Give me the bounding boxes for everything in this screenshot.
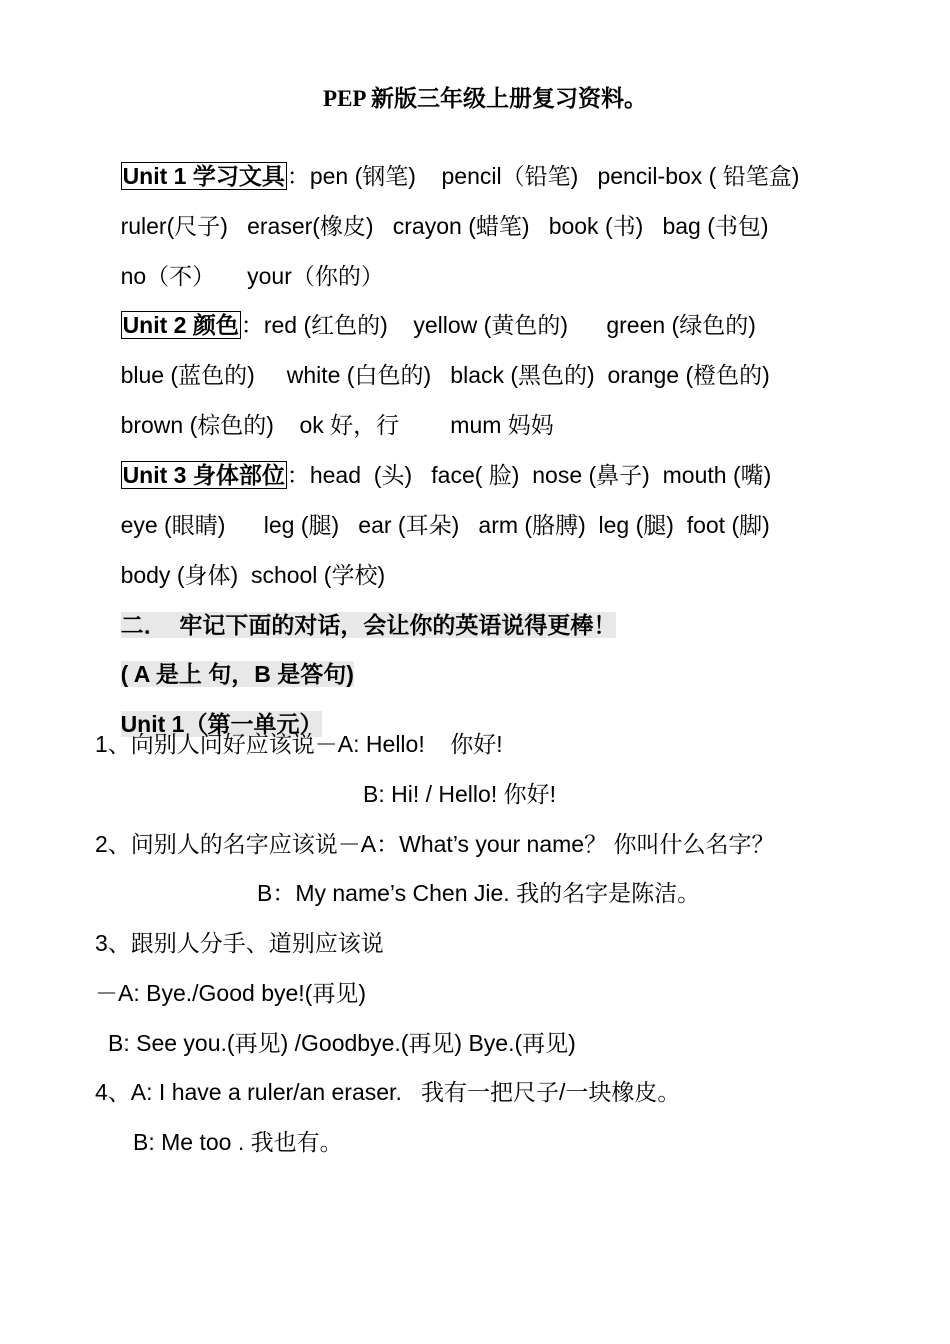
- dialogue-4a: 4、A: I have a ruler/an eraser. 我有一把尺子/一块橡皮。: [95, 1079, 681, 1105]
- vocab-item: crayon (蜡笔): [392, 213, 530, 239]
- vocab-item: mum 妈妈: [450, 412, 554, 438]
- vocab-item: face( 脸): [431, 462, 520, 488]
- vocab-item: red (红色的): [263, 312, 388, 338]
- vocab-item: white (白色的): [286, 362, 432, 388]
- vocab-item: yellow (黄色的): [413, 312, 568, 338]
- vocab-item: head (头): [309, 462, 413, 488]
- vocab-item: eye (眼睛): [120, 512, 226, 538]
- vocab-item: book (书): [548, 213, 644, 239]
- section2-heading: 二． 牢记下面的对话，会让你的英语说得更棒！: [120, 612, 617, 638]
- vocab-item: pencil（铅笔): [441, 163, 579, 189]
- vocab-item: nose (鼻子): [532, 462, 650, 488]
- dialogue-2b: B：My name’s Chen Jie. 我的名字是陈洁。: [257, 880, 701, 906]
- vocab-item: bag (书包): [662, 213, 769, 239]
- vocab-item: your（你的）: [247, 263, 384, 289]
- vocab-item: pen (钢笔): [309, 163, 416, 189]
- dialogue-4b: B: Me too . 我也有。: [133, 1129, 343, 1155]
- vocab-item: black (黑色的): [450, 362, 595, 388]
- unit3-label: Unit 3 身体部位: [122, 462, 285, 488]
- section2-note: ( A 是上 句，B 是答句): [120, 661, 354, 687]
- dialogue-1b: B: Hi! / Hello! 你好!: [363, 781, 556, 807]
- dialogue-3a: －A: Bye./Good bye!(再见): [95, 980, 366, 1006]
- unit1-dialogue-heading: Unit 1（第一单元）: [120, 711, 323, 737]
- vocab-item: ear (耳朵): [358, 512, 460, 538]
- vocab-item: no（不）: [120, 263, 216, 289]
- vocab-item: leg (腿): [263, 512, 340, 538]
- vocab-item: ruler(尺子): [120, 213, 228, 239]
- vocab-item: leg (腿): [598, 512, 674, 538]
- vocab-item: orange (橙色的): [607, 362, 770, 388]
- vocab-item: arm (胳膊): [478, 512, 586, 538]
- vocab-item: brown (棕色的): [120, 412, 274, 438]
- dialogue-1a: 1、向别人问好应该说－A: Hello! 你好!: [95, 731, 503, 757]
- vocab-item: pencil-box ( 铅笔盒): [597, 163, 800, 189]
- unit2-row1: Unit 2 颜色：red (红色的) yellow (黄色的) green (绿色的): [122, 312, 756, 338]
- unit2-label: Unit 2 颜色: [122, 312, 239, 338]
- dialogue-3: 3、跟别人分手、道别应该说: [95, 930, 384, 956]
- vocab-item: body (身体): [120, 562, 239, 588]
- unit1-label: Unit 1 学习文具: [122, 163, 285, 189]
- vocab-item: ok 好，行: [299, 412, 400, 438]
- unit3-row1: Unit 3 身体部位：head (头) face( 脸) nose (鼻子) mouth (嘴): [122, 462, 772, 488]
- vocab-item: foot (脚): [686, 512, 770, 538]
- dialogue-3b: B: See you.(再见) /Goodbye.(再见) Bye.(再见): [108, 1030, 576, 1056]
- unit1-row1: Unit 1 学习文具：pen (钢笔) pencil（铅笔) pencil-box ( 铅笔盒): [122, 163, 800, 189]
- vocab-item: eraser(橡皮): [247, 213, 374, 239]
- vocab-item: mouth (嘴): [662, 462, 772, 488]
- document-title: PEP 新版三年级上册复习资料。: [323, 86, 647, 111]
- vocab-item: blue (蓝色的): [120, 362, 255, 388]
- dialogue-2a: 2、问别人的名字应该说－A：What’s your name？ 你叫什么名字？: [95, 831, 775, 857]
- vocab-item: school (学校): [250, 562, 386, 588]
- vocab-item: green (绿色的): [606, 312, 756, 338]
